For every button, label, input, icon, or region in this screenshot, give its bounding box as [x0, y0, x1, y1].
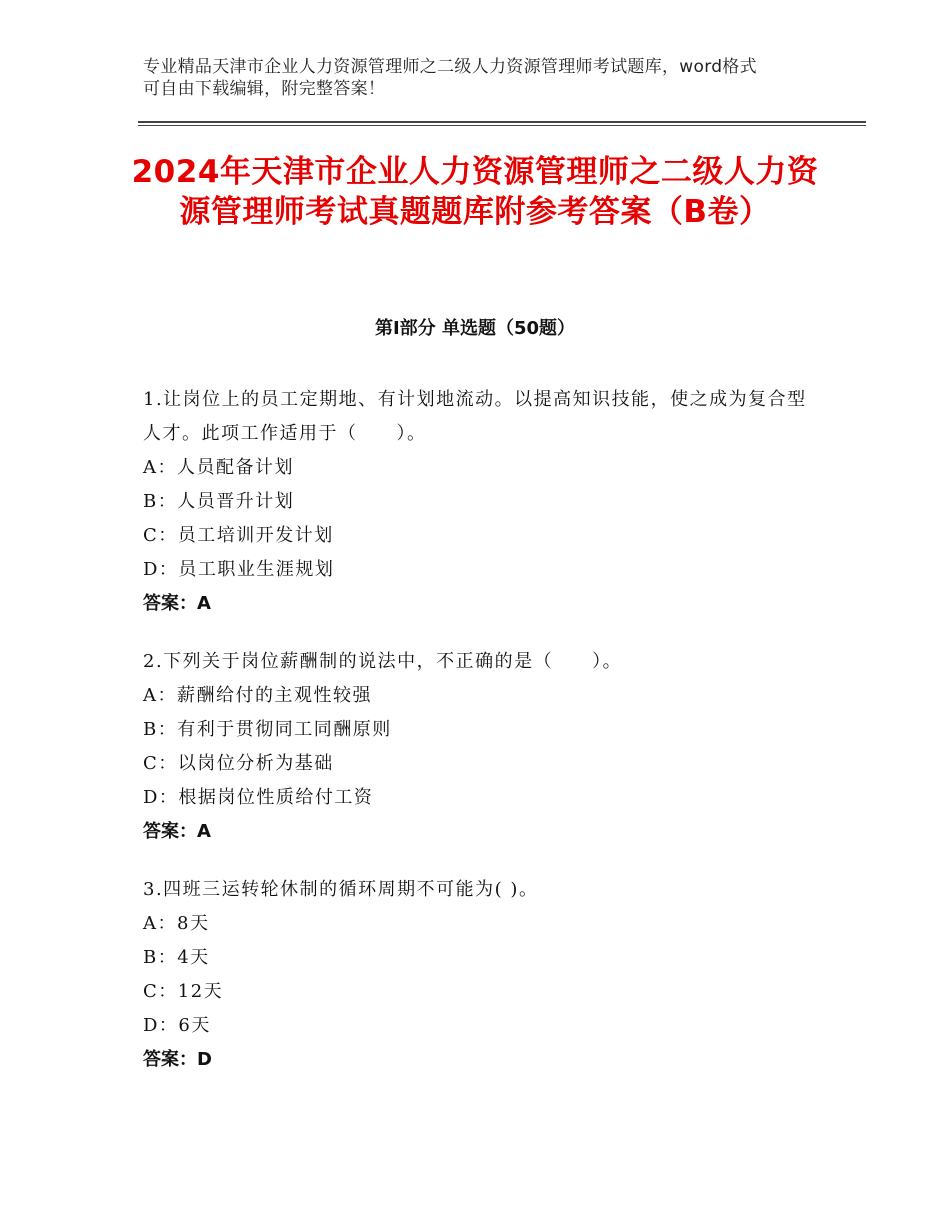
section-heading: 第Ⅰ部分 单选题（50题）: [374, 318, 575, 339]
option-a: A：薪酬给付的主观性较强: [143, 685, 372, 706]
question-stem: 3.四班三运转轮休制的循环周期不可能为( )。: [143, 879, 539, 900]
question-2: [143, 645, 813, 849]
header-divider-thin: [138, 125, 866, 126]
option-d: D：员工职业生涯规划: [143, 559, 335, 580]
option-c: C：员工培训开发计划: [143, 525, 334, 546]
option-c: C：以岗位分析为基础: [143, 753, 334, 774]
option-a: A：人员配备计划: [143, 457, 294, 478]
header-divider: [138, 121, 866, 127]
option-d: D：根据岗位性质给付工资: [143, 787, 374, 808]
answer: 答案：D: [143, 1049, 212, 1070]
question-list: [143, 383, 813, 1101]
header-note-line-1: 专业精品天津市企业人力资源管理师之二级人力资源管理师考试题库，word格式: [143, 57, 757, 77]
question-3: [143, 873, 813, 1077]
option-a: A：8天: [143, 913, 210, 934]
option-b: B：4天: [143, 947, 210, 968]
header-divider-thick: [138, 121, 866, 123]
option-b: B：有利于贯彻同工同酬原则: [143, 719, 392, 740]
option-b: B：人员晋升计划: [143, 491, 295, 512]
option-d: D：6天: [143, 1015, 211, 1036]
header-note-line-2: 可自由下载编辑，附完整答案！: [143, 79, 386, 99]
question-1: [143, 383, 813, 621]
header-note: [143, 56, 823, 100]
answer: 答案：A: [143, 593, 211, 614]
answer: 答案：A: [143, 821, 211, 842]
option-c: C：12天: [143, 981, 224, 1002]
document-title: 2024年天津市企业人力资源管理师之二级人力资源管理师考试真题题库附参考答案（B卷）: [131, 154, 819, 230]
question-stem: 1.让岗位上的员工定期地、有计划地流动。以提高知识技能，使之成为复合型人才。此项工作适用于（ ）。: [143, 389, 807, 444]
question-stem: 2.下列关于岗位薪酬制的说法中，不正确的是（ ）。: [143, 651, 623, 672]
